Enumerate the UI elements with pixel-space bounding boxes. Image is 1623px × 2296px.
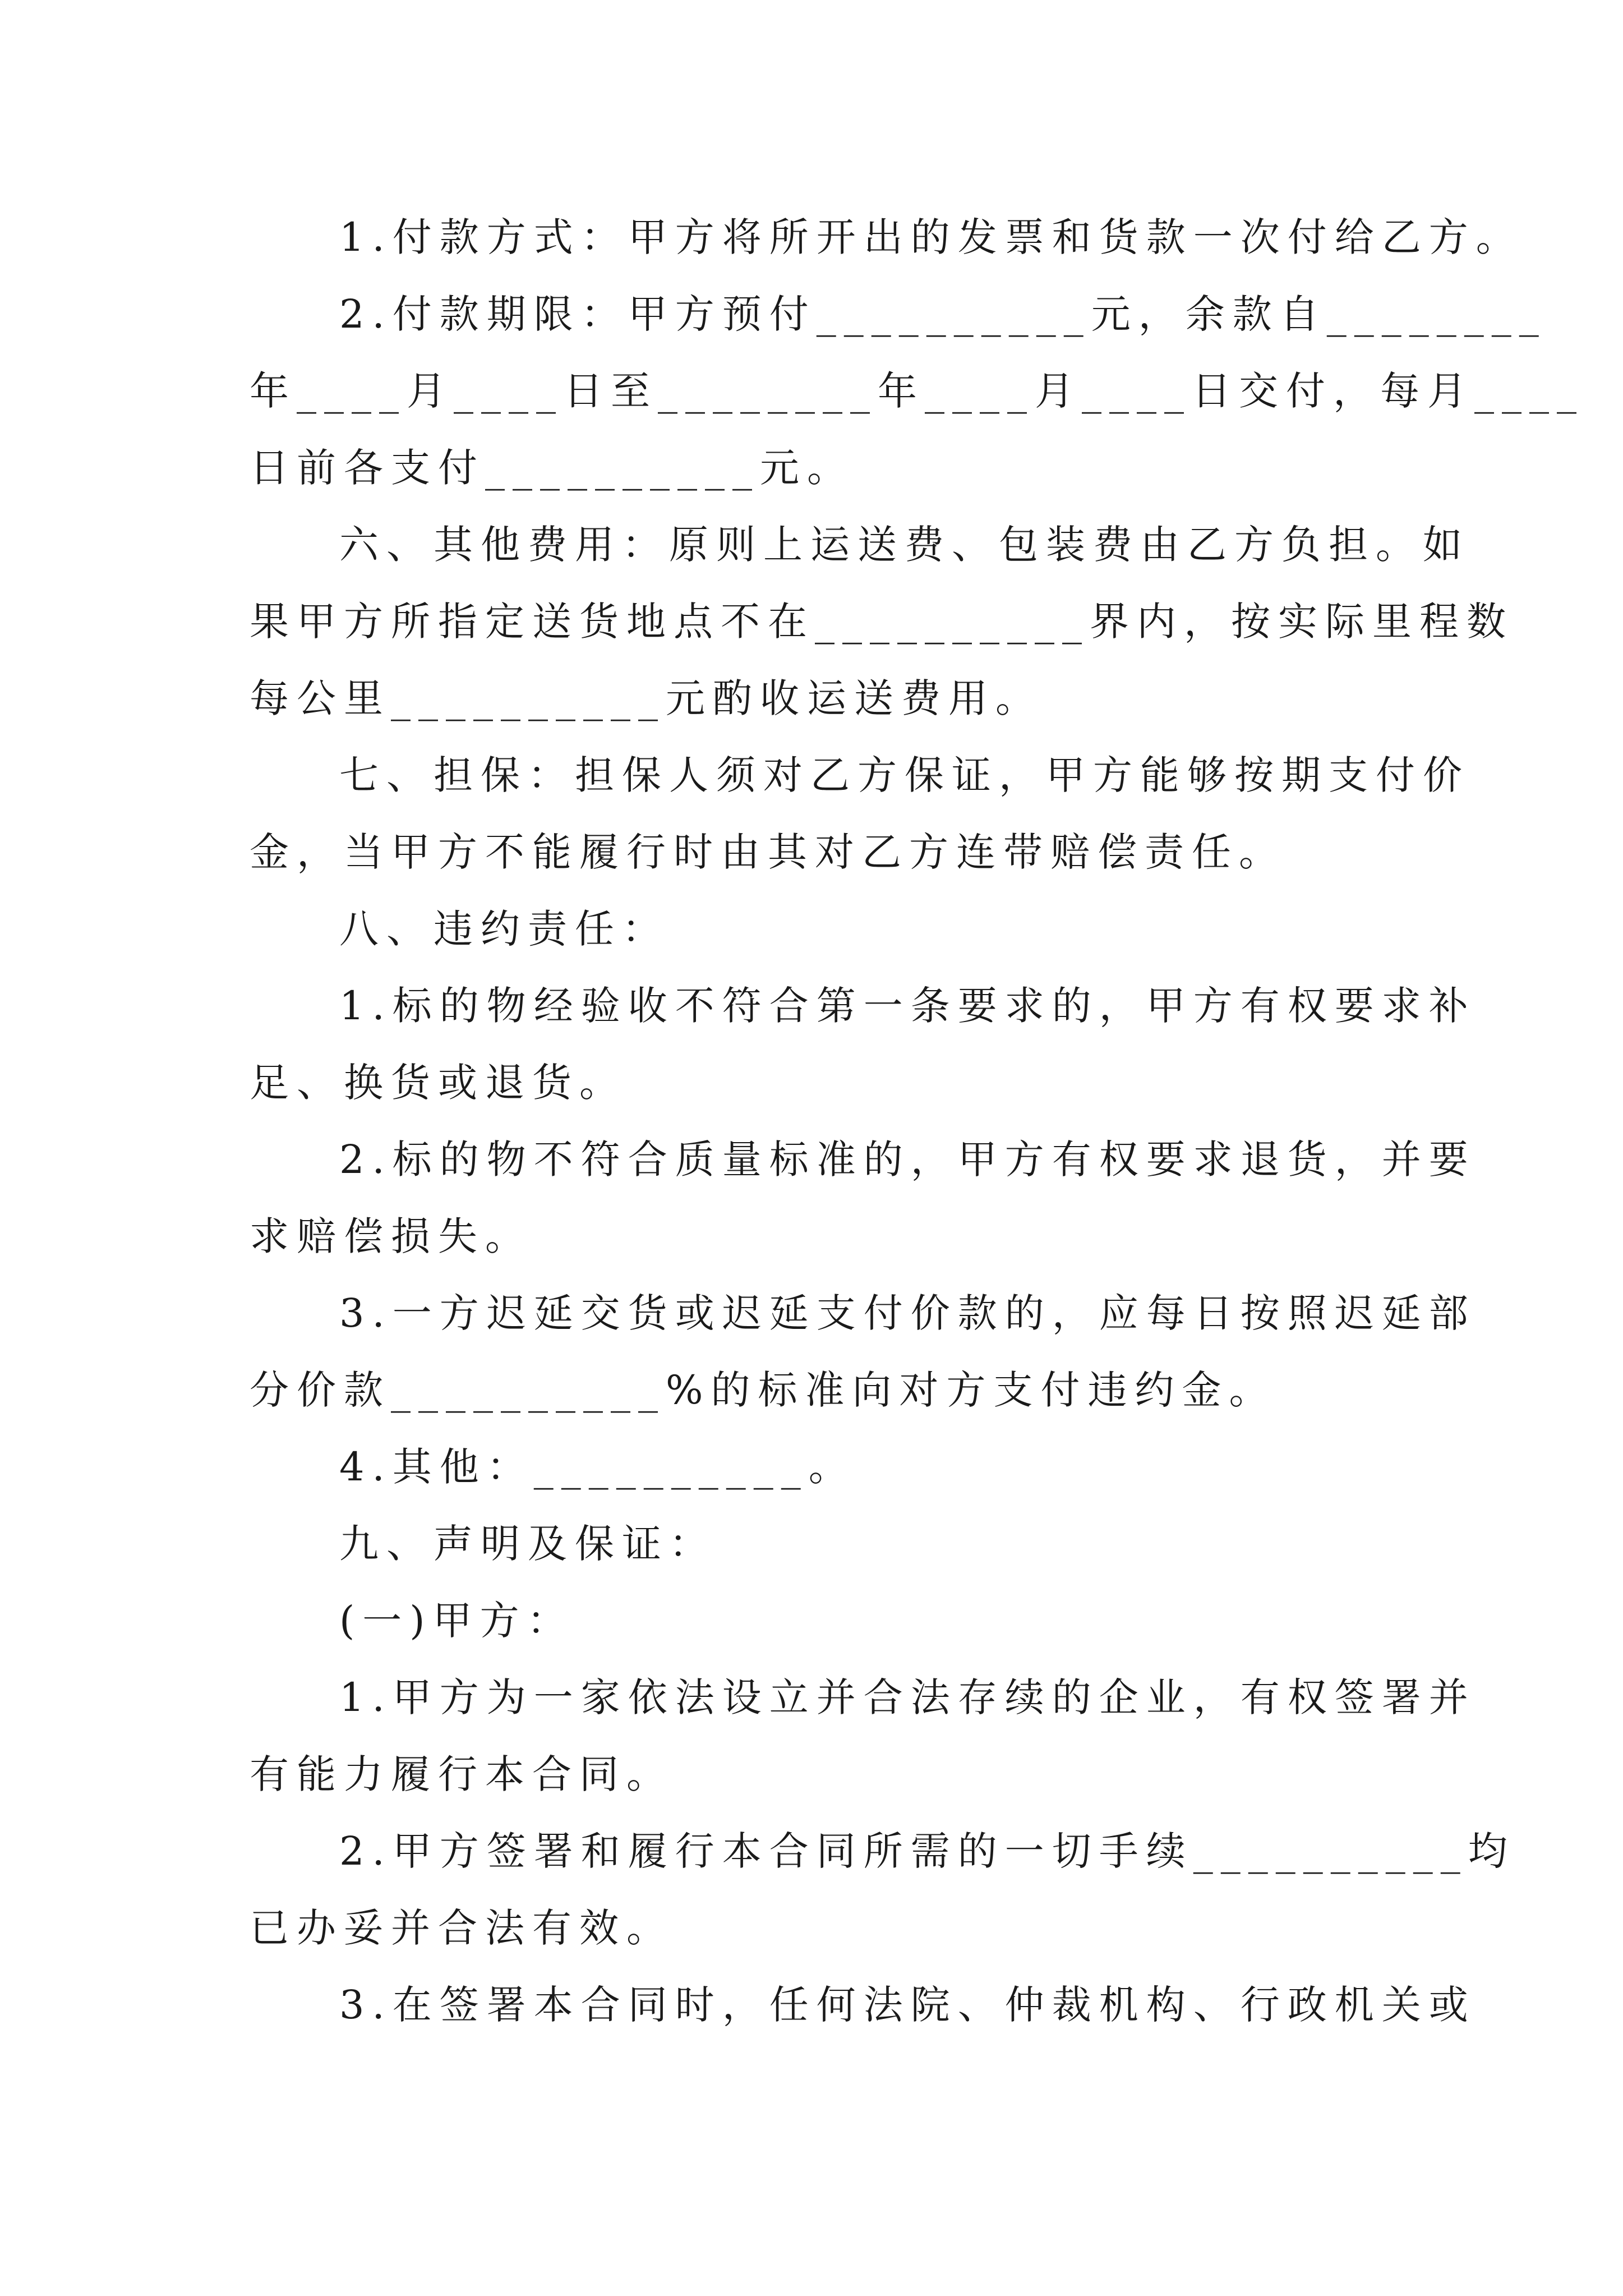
- paragraph-line: 已办妥并合法有效。: [250, 1905, 674, 1951]
- paragraph-line: 七、担保：担保人须对乙方保证，甲方能够按期支付价: [339, 752, 1470, 798]
- paragraph-line: 每公里__________元酌收运送费用。: [250, 675, 1043, 721]
- paragraph-line: 3.一方迟延交货或迟延支付价款的，应每日按照迟延部: [339, 1290, 1476, 1336]
- section-heading: 八、违约责任：: [339, 906, 669, 952]
- paragraph-line: 金，当甲方不能履行时由其对乙方连带赔偿责任。: [250, 829, 1286, 875]
- paragraph-line: 2.付款期限：甲方预付__________元，余款自________: [339, 291, 1547, 337]
- paragraph-line: 3.在签署本合同时，任何法院、仲裁机构、行政机关或: [339, 1982, 1476, 2028]
- paragraph-line: 1.标的物经验收不符合第一条要求的，甲方有权要求补: [339, 983, 1476, 1029]
- paragraph-line: 果甲方所指定送货地点不在__________界内，按实际里程数: [250, 599, 1514, 645]
- paragraph-line: 1.付款方式：甲方将所开出的发票和货款一次付给乙方。: [339, 214, 1523, 260]
- subsection-heading: (一)甲方：: [339, 1598, 574, 1644]
- paragraph-line: 足、换货或退货。: [250, 1060, 626, 1106]
- paragraph-line: 年____月____日至________年____月____日交付，每月____: [250, 368, 1584, 414]
- paragraph-line: 六、其他费用：原则上运送费、包装费由乙方负担。如: [339, 522, 1470, 568]
- paragraph-line: 有能力履行本合同。: [250, 1751, 674, 1797]
- paragraph-line: 日前各支付__________元。: [250, 445, 854, 491]
- paragraph-line: 4.其他：__________。: [339, 1444, 856, 1490]
- section-heading: 九、声明及保证：: [339, 1521, 716, 1567]
- paragraph-line: 分价款__________%的标准向对方支付违约金。: [250, 1367, 1276, 1413]
- document-body: [250, 199, 1584, 2044]
- paragraph-line: 1.甲方为一家依法设立并合法存续的企业，有权签署并: [339, 1674, 1476, 1720]
- paragraph-line: 求赔偿损失。: [250, 1213, 532, 1259]
- paragraph-line: 2.标的物不符合质量标准的，甲方有权要求退货，并要: [339, 1137, 1476, 1182]
- paragraph-line: 2.甲方签署和履行本合同所需的一切手续__________均: [339, 1828, 1515, 1874]
